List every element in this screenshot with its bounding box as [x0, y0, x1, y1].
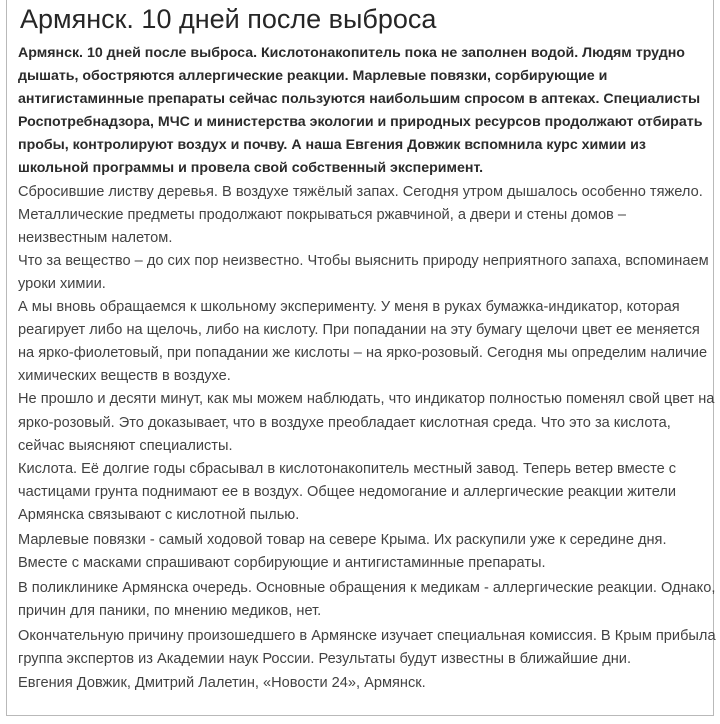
- paragraph-masks: Марлевые повязки - самый ходовой товар на севере Крыма. Их раскупили уже к середине дня. Вместе с масками спрашивают сорбирующие и антигистаминные препараты.: [18, 531, 667, 572]
- bottom-strip: [0, 716, 720, 724]
- article-title: Армянск. 10 дней после выброса: [20, 4, 437, 34]
- paragraph-substance: Что за вещество – до сих пор неизвестно. Чтобы выяснить природу неприятного запаха, вспоминаем уроки химии.: [18, 252, 709, 292]
- paragraph-acid: Кислота. Её долгие годы сбрасывал в кислотонакопитель местный завод. Теперь ветер вместе с частицами грунта поднимают ее в воздух. Общее недомогание и аллергические реакции жители Армянска связывают с кислотной пылью.: [18, 460, 677, 523]
- paragraph-result: Не прошло и десяти минут, как мы можем наблюдать, что индикатор полностью поменял свой цвет на ярко-розовый. Это доказывает, что в воздухе преобладает кислотная среда. Что это за кислота, сейчас выясняют специалисты.: [18, 391, 715, 454]
- paragraph-experiment: А мы вновь обращаемся к школьному эксперименту. У меня в руках бумажка-индикатор, которая реагирует либо на щелочь, либо на кислоту. При попадании на эту бумагу щелочи цвет ее меняется на ярко-фиолетовый, при попадании же кислоты – на ярко-розовый. Сегодня мы определим наличие химических веществ в воздухе.: [18, 299, 708, 385]
- paragraph-trees: Сбросившие листву деревья. В воздухе тяжёлый запах. Сегодня утром дышалось особенно тяжело. Металлические предметы продолжают покрываться ржавчиной, а двери и стены домов – неизвестным налетом.: [18, 183, 703, 246]
- paragraph-commission: Окончательную причину произошедшего в Армянске изучает специальная комиссия. В Крым прибыла группа экспертов из Академии наук России. Результаты будут известны в ближайшие дни.: [18, 628, 716, 668]
- article-byline: Евгения Довжик, Дмитрий Лалетин, «Новости 24», Армянск.: [18, 674, 426, 691]
- paragraph-clinic: В поликлинике Армянска очередь. Основные обращения к медикам - аллергические реакции. Однако, причин для паники, по мнению медиков, нет.: [18, 580, 716, 620]
- article-lead: Армянск. 10 дней после выброса. Кислотонакопитель пока не заполнен водой. Людям трудно дышать, обостряются аллергические реакции. Марлевые повязки, сорбирующие и антигистаминные препараты сейчас пользуются наибольшим спросом в аптеках. Специалисты Роспотребнадзора, МЧС и министерства экологии и природных ресурсов продолжают отбирать пробы, контролируют воздух и почву. А наша Евгения Довжик вспомнила курс химии из школьной программы и провела свой собственный эксперимент.: [18, 45, 703, 177]
- article-body: [18, 42, 718, 695]
